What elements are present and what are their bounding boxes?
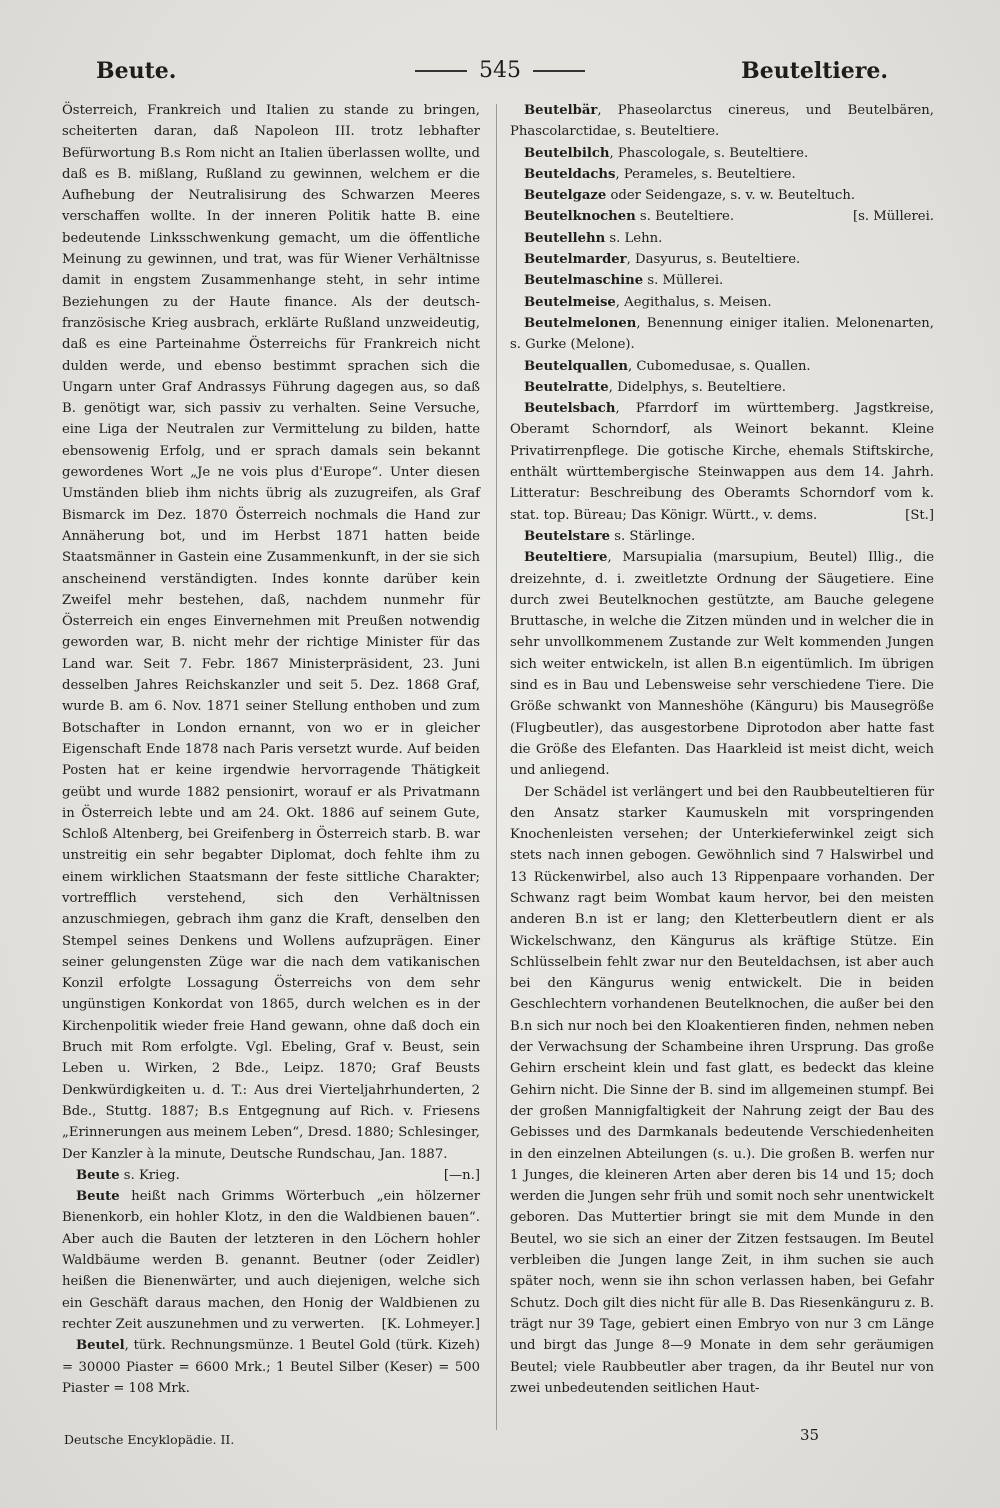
entry-beutelratte bbox=[510, 377, 934, 398]
entry-beutelgaze bbox=[510, 185, 934, 206]
lemma: Beutelstare bbox=[524, 528, 611, 544]
entry-signature: [s. Müllerei. bbox=[852, 209, 934, 225]
right-column bbox=[510, 100, 934, 1399]
lemma: Beutelquallen bbox=[524, 358, 628, 374]
lemma: Beutel bbox=[76, 1338, 125, 1354]
entry-text: s. Krieg. bbox=[119, 1167, 180, 1183]
entry-beutellehn bbox=[510, 228, 934, 249]
page-header bbox=[56, 58, 944, 92]
entry-text: , Perameles, s. Beuteltiere. bbox=[615, 166, 796, 182]
header-left-catchword: Beute. bbox=[96, 58, 177, 84]
beuteltiere-paragraph-2: Der Schädel ist verlängert und bei den Raubbeuteltieren für den Ansatz starker Kaumuskeln mit vorspringenden Knochenleisten versehen; der Unterkieferwinkel zeigt sich stets nach innen gebogen. Gewöhnlich sind 7 Halswirbel und 13 Rückenwirbel, also auch 13 Rippenpaare vorhanden. Der Schwanz ragt beim Wombat kaum hervor, bei den meisten anderen B.n ist er lang; den Kletterbeutlern dient er als Wickelschwanz, den Kängurus als kräftige Stütze. Ein Schlüsselbein fehlt zwar nur den Beuteldachsen, ist aber auch bei den Kängurus wenig entwickelt. Die in beiden Geschlechtern vorhandenen Beutelknochen, die außer bei den B.n sich nur noch bei den Kloakentieren finden, nehmen neben der Verwachsung der Schambeine ihren Ursprung. Das große Gehirn erscheint klein und fast glatt, es bedeckt das kleine Gehirn nicht. Die Sinne der B. sind im allgemeinen stumpf. Bei der großen Mannigfaltigkeit der Nahrung zeigt der Bau des Gebisses und des Darmkanals bedeutende Verschiedenheiten in den einzelnen Abteilungen (s. u.). Die großen B. werfen nur 1 Junges, die kleineren Arten aber deren bis 14 und 15; doch werden die Jungen sehr früh und somit noch sehr unentwickelt geboren. Das Muttertier bringt sie mit dem Munde in den Beutel, wo sie sich an einer der Zitzen festsaugen. Im Beutel verbleiben die Jungen lange Zeit, in ihm suchen sie auch später noch, wenn sie ihn schon verlassen haben, bei Gefahr Schutz. Doch gilt dies nicht für alle B. Das Riesenkänguru z. B. trägt nur 39 Tage, gebiert einen Embryo von nur 3 cm Länge und birgt das Junge 8—9 Monate in dem sehr geräumigen Beutel; viele Raubbeutler aber tragen, da ihr Beutel nur von zwei unbedeutenden seitlichen Haut- bbox=[510, 784, 934, 1396]
entry-text: , Phascologale, s. Beuteltiere. bbox=[609, 145, 809, 161]
footer-signature-mark: Deutsche Encyklopädie. II. bbox=[64, 1432, 235, 1447]
lemma: Beutellehn bbox=[524, 230, 606, 246]
entry-beutelbilch bbox=[510, 143, 934, 164]
footer-sheet-number: 35 bbox=[800, 1426, 820, 1444]
entry-text: , Marsupialia (marsupium, Beutel) Illig., die dreizehnte, d. i. zweitletzte Ordnung der Säugetiere. Eine durch zwei Beutelknochen gestützte, am Bauche gelegene Bruttasche, in welche die Zitzen münden und in welcher die in sehr unvollkommenem Zustande zur Welt kommenden Jungen sich weiter entwickeln, ist allen B.n eigentümlich. Im übrigen sind es in Bau und Lebensweise sehr verschiedene Tiere. Die Größe schwankt von Manneshöhe (Känguru) bis Mausegröße (Flugbeutler), das ausgestorbene Diprotodon aber hatte fast die Größe des Elefanten. Das Haarkleid ist meist dicht, weich und anliegend. bbox=[510, 550, 934, 779]
lemma: Beutelsbach bbox=[524, 401, 616, 417]
header-right-catchword: Beuteltiere. bbox=[741, 58, 888, 84]
entry-beutelsbach bbox=[510, 398, 934, 526]
lemma: Beute bbox=[76, 1167, 120, 1183]
lemma: Beute bbox=[76, 1189, 120, 1205]
entry-text: heißt nach Grimms Wörterbuch „ein hölzerner Bienenkorb, ein hohler Klotz, in den die Waldbienen bauen“. Aber auch die Bauten der letzteren in den Löchern hohler Waldbäume werden B. genannt. Beutner (oder Zeidler) heißen die Bienenwärter, und auch diejenigen, welche sich ein Geschäft daraus machen, den Honig der Waldbienen zu rechter Zeit auszunehmen und zu verwerten. bbox=[62, 1189, 480, 1332]
entry-text: , türk. Rechnungsmünze. 1 Beutel Gold (türk. Kizeh) = 30000 Piaster = 6600 Mrk.; 1 Beutel Silber (Keser) = 500 Piaster = 108 Mrk. bbox=[62, 1338, 480, 1396]
header-rule-right bbox=[533, 70, 585, 72]
lemma: Beutelmaschine bbox=[524, 273, 644, 289]
entry-beutelmelonen bbox=[510, 313, 934, 356]
entry-beutelstare bbox=[510, 526, 934, 547]
lemma: Beutelmarder bbox=[524, 252, 627, 268]
entry-beutelmeise bbox=[510, 292, 934, 313]
entry-beutelknochen bbox=[510, 206, 934, 227]
page-number: 545 bbox=[479, 58, 521, 83]
entry-beuteltiere bbox=[510, 547, 934, 781]
beust-text: Österreich, Frankreich und Italien zu stande zu bringen, scheiterten daran, daß Napoleon III. trotz lebhafter Befürwortung B.s Rom nicht an Italien überlassen wollte, und daß es B. mißlang, Rußland zu gewinnen, welchem er die Aufhebung der Neutralisirung des Schwarzen Meeres verschaffen wollte. In der inneren Politik hatte B. eine bedeutende Linksschwenkung gemacht, um die öffentliche Meinung zu gewinnen, und trat, was für Wiener Verhältnisse damit in engstem Zusammenhange steht, in sehr intime Beziehungen zu der Haute finance. Als der deutsch-französische Krieg ausbrach, erklärte Rußland unzweideutig, daß es eine Parteinahme Österreichs für Frankreich nicht dulden werde, und ebenso bestimmt sprachen sich die Ungarn unter Graf Andrassys Führung dagegen aus, so daß B. genötigt war, sich passiv zu verhalten. Seine Versuche, eine Liga der Neutralen zur Vermittelung zu bilden, hatte ebensowenig Erfolg, und er sprach damals sein bekannt gewordenes Wort „Je ne vois plus d'Europe“. Unter diesen Umständen blieb ihm nichts übrig als zuzugreifen, als Graf Bismarck im Dez. 1870 Österreich nochmals die Hand zur Annäherung bot, und im Herbst 1871 hatten beide Staatsmänner in Gastein eine Zusammenkunft, in der sie sich anscheinend verständigten. Indes konnte darüber kein Zweifel mehr bestehen, daß, nachdem nunmehr für Österreich ein enges Einvernehmen mit Preußen notwendig geworden war, B. nicht mehr der richtige Minister für das Land war. Seit 7. Febr. 1867 Ministerpräsident, 23. Juni desselben Jahres Reichskanzler und seit 5. Dez. 1868 Graf, wurde B. am 6. Nov. 1871 seiner Stellung enthoben und zum Botschafter in London ernannt, von wo er in gleicher Eigenschaft Ende 1878 nach Paris versetzt wurde. Auf beiden Posten hat er keine irgendwie hervorragende Thätigkeit geübt und wurde 1882 pensionirt, worauf er als Privatmann in Österreich lebte und am 24. Okt. 1886 auf seinem Gute, Schloß Altenberg, bei Greifenberg in Österreich starb. B. war unstreitig ein sehr begabter Diplomat, doch fehlte ihm zu einem wirklichen Staatsmann der feste sittliche Charakter; vortrefflich verstehend, sich den Verhältnissen anzuschmiegen, gebrach ihm ganz die Kraft, denselben den Stempel seines Denkens und Wollens aufzuprägen. Einer seiner gelungensten Züge war die nach dem vatikanischen Konzil erfolgte Lossagung Österreichs von dem sehr ungünstigen Konkordat von 1865, durch welchen es in der Kirchenpolitik wieder freie Hand gewann, ohne daß doch ein Bruch mit Rom erfolgte. Vgl. Ebeling, Graf v. Beust, sein Leben u. Wirken, 2 Bde., Leipz. 1870; Graf Beusts Denkwürdigkeiten u. d. T.: Aus drei Vierteljahrhunderten, 2 Bde., Stuttg. 1887; B.s Entgegnung auf Rich. v. Friesens „Erinnerungen aus meinem Leben“, Dresd. 1880; Schlesinger, Der Kanzler à la minute, Deutsche Rundschau, Jan. 1887. bbox=[62, 103, 480, 1162]
entry-beutelmarder bbox=[510, 249, 934, 270]
lemma: Beutelbär bbox=[524, 103, 598, 118]
entry-beutelbaer bbox=[510, 100, 934, 143]
column-divider bbox=[496, 104, 497, 1430]
entry-text: , Benennung einiger italien. Melonenarten, s. Gurke (Melone). bbox=[510, 315, 934, 353]
lemma: Beutelratte bbox=[524, 379, 609, 395]
entry-text: , Pfarrdorf im württemberg. Jagstkreise, Oberamt Schorndorf, als Weinort bekannt. Kleine Privatirrenpflege. Die gotische Kirche, ehemals Stiftskirche, enthält württembergische Steinwappen aus dem 14. Jahrh. Litteratur: Beschreibung des Oberamts Schorndorf vom k. stat. top. Büreau; Das Königr. Württ., v. dems. bbox=[510, 401, 934, 523]
lemma: Beutelbilch bbox=[524, 145, 610, 161]
entry-text: s. Lehn. bbox=[605, 230, 663, 246]
entry-beutelmaschine bbox=[510, 270, 934, 291]
entry-beute-2 bbox=[62, 1186, 480, 1335]
entry-text: , Cubomedusae, s. Quallen. bbox=[627, 358, 811, 374]
entry-text: s. Beuteltiere. bbox=[635, 209, 735, 225]
lemma: Beuteldachs bbox=[524, 166, 616, 182]
entry-text: , Didelphys, s. Beuteltiere. bbox=[608, 379, 786, 395]
header-rule-left bbox=[415, 70, 467, 72]
entry-signature: [K. Lohmeyer.] bbox=[381, 1316, 480, 1332]
lemma: Beutelknochen bbox=[524, 209, 636, 225]
entry-text: s. Müllerei. bbox=[643, 273, 724, 289]
lemma: Beutelmelonen bbox=[524, 315, 637, 331]
entry-beute-1 bbox=[62, 1165, 480, 1186]
entry-text: oder Seidengaze, s. v. w. Beuteltuch. bbox=[606, 188, 856, 204]
entry-beutel bbox=[62, 1335, 480, 1399]
entry-text: s. Stärlinge. bbox=[610, 528, 696, 544]
entry-text: , Aegithalus, s. Meisen. bbox=[615, 294, 772, 310]
entry-beutelquallen bbox=[510, 356, 934, 377]
lemma: Beutelgaze bbox=[524, 188, 607, 204]
lemma: Beutelmeise bbox=[524, 294, 616, 310]
entry-text: , Phaseolarctus cinereus, und Beutelbären, Phascolarctidae, s. Beuteltiere. bbox=[510, 103, 934, 140]
entry-signature: [St.] bbox=[905, 507, 934, 523]
lemma: Beuteltiere bbox=[524, 550, 608, 566]
entry-text: , Dasyurus, s. Beuteltiere. bbox=[626, 252, 801, 268]
left-column bbox=[62, 100, 480, 1399]
entry-beuteldachs bbox=[510, 164, 934, 185]
beust-signature: [—n.] bbox=[443, 1167, 480, 1183]
